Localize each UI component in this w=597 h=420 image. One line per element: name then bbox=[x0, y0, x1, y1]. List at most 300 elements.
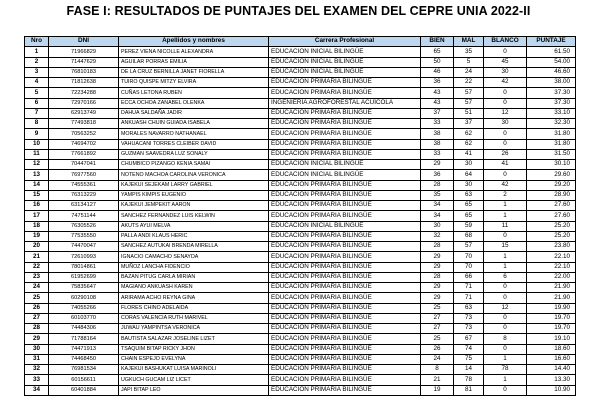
cell-dni: 76305526 bbox=[49, 221, 119, 231]
table-row bbox=[25, 242, 576, 252]
cell-mal: 30 bbox=[454, 160, 484, 170]
results-table bbox=[24, 36, 576, 396]
cell-bien: 25 bbox=[421, 303, 454, 313]
cell-puntaje: 46.60 bbox=[527, 67, 576, 77]
cell-mal: 57 bbox=[454, 88, 484, 98]
cell-career: EDUCACION INICIAL BILINGÜE bbox=[269, 160, 421, 170]
cell-dni: 76977560 bbox=[49, 170, 119, 180]
cell-career: INGENIERÍA AGROFORESTAL ACUÍCOLA bbox=[269, 98, 421, 108]
cell-dni: 60401884 bbox=[49, 385, 119, 395]
cell-puntaje: 27.60 bbox=[527, 201, 576, 211]
cell-dni: 78014861 bbox=[49, 262, 119, 272]
cell-name: KAJEKUI SEJEKAM LARRY GABRIEL bbox=[119, 180, 269, 190]
cell-name: YAMPIS KIMPIS EUGENIO bbox=[119, 190, 269, 200]
cell-mal: 59 bbox=[454, 221, 484, 231]
table-row bbox=[25, 262, 576, 272]
cell-bien: 33 bbox=[421, 119, 454, 129]
cell-bien: 29 bbox=[421, 160, 454, 170]
cell-nro: 12 bbox=[25, 160, 49, 170]
cell-nro: 9 bbox=[25, 129, 49, 139]
cell-bien: 29 bbox=[421, 283, 454, 293]
cell-dni: 74694702 bbox=[49, 139, 119, 149]
cell-nro: 20 bbox=[25, 242, 49, 252]
cell-dni: 60290108 bbox=[49, 293, 119, 303]
cell-puntaje: 29.60 bbox=[527, 170, 576, 180]
cell-bien: 21 bbox=[421, 375, 454, 385]
header-name: Apellidos y nombres bbox=[119, 37, 269, 47]
cell-dni: 74468450 bbox=[49, 354, 119, 364]
cell-bien: 43 bbox=[421, 98, 454, 108]
cell-bien: 29 bbox=[421, 262, 454, 272]
cell-career: EDUCACION PRIMARIA BILINGÜE bbox=[269, 129, 421, 139]
cell-blanco: 0 bbox=[484, 170, 527, 180]
table-row bbox=[25, 139, 576, 149]
cell-career: EDUCACION PRIMARIA BILINGÜE bbox=[269, 385, 421, 395]
cell-blanco: 0 bbox=[484, 293, 527, 303]
cell-blanco: 0 bbox=[484, 139, 527, 149]
cell-name: CHAIN ESPEJO EVELYNA bbox=[119, 354, 269, 364]
cell-bien: 43 bbox=[421, 88, 454, 98]
cell-nro: 15 bbox=[25, 190, 49, 200]
table-row bbox=[25, 385, 576, 395]
cell-puntaje: 19.70 bbox=[527, 324, 576, 334]
cell-mal: 73 bbox=[454, 324, 484, 334]
cell-nro: 4 bbox=[25, 78, 49, 88]
cell-puntaje: 16.60 bbox=[527, 354, 576, 364]
cell-bien: 38 bbox=[421, 129, 454, 139]
cell-blanco: 0 bbox=[484, 129, 527, 139]
cell-name: PEREZ VIENA NICOLLE ALEXANDRA bbox=[119, 47, 269, 57]
table-row bbox=[25, 303, 576, 313]
cell-career: EDUCACION PRIMARIA BILINGÜE bbox=[269, 334, 421, 344]
cell-nro: 29 bbox=[25, 334, 49, 344]
cell-nro: 1 bbox=[25, 47, 49, 57]
header-blanco: BLANCO bbox=[484, 37, 527, 47]
cell-career: EDUCACION PRIMARIA BILINGÜE bbox=[269, 262, 421, 272]
cell-bien: 8 bbox=[421, 365, 454, 375]
cell-dni: 77661892 bbox=[49, 149, 119, 159]
cell-bien: 34 bbox=[421, 211, 454, 221]
cell-career: EDUCACION PRIMARIA BILINGÜE bbox=[269, 180, 421, 190]
cell-nro: 32 bbox=[25, 365, 49, 375]
cell-dni: 74751144 bbox=[49, 211, 119, 221]
cell-blanco: 6 bbox=[484, 272, 527, 282]
table-row bbox=[25, 201, 576, 211]
cell-blanco: 1 bbox=[484, 375, 527, 385]
cell-nro: 30 bbox=[25, 344, 49, 354]
cell-puntaje: 22.10 bbox=[527, 262, 576, 272]
cell-mal: 22 bbox=[454, 78, 484, 88]
table-row bbox=[25, 221, 576, 231]
cell-bien: 32 bbox=[421, 231, 454, 241]
cell-name: FLORES CHINO ADELAIDA bbox=[119, 303, 269, 313]
cell-puntaje: 37.30 bbox=[527, 88, 576, 98]
cell-name: TSAQUIM BITAP RICKY JHON bbox=[119, 344, 269, 354]
cell-name: AKUTS AYUI MELVA bbox=[119, 221, 269, 231]
cell-puntaje: 30.10 bbox=[527, 160, 576, 170]
cell-puntaje: 18.60 bbox=[527, 344, 576, 354]
table-row bbox=[25, 190, 576, 200]
cell-puntaje: 54.00 bbox=[527, 57, 576, 67]
cell-career: EDUCACION PRIMARIA BILINGÜE bbox=[269, 78, 421, 88]
cell-blanco: 42 bbox=[484, 180, 527, 190]
cell-career: EDUCACION PRIMARIA BILINGÜE bbox=[269, 242, 421, 252]
cell-career: EDUCACION PRIMARIA BILINGÜE bbox=[269, 88, 421, 98]
cell-blanco: 12 bbox=[484, 108, 527, 118]
cell-blanco: 11 bbox=[484, 221, 527, 231]
cell-blanco: 1 bbox=[484, 252, 527, 262]
cell-name: CORAS VALENCIA RUTH MARIVEL bbox=[119, 313, 269, 323]
cell-name: NOTENO MACHOA CAROLINA VERONICA bbox=[119, 170, 269, 180]
cell-blanco: 45 bbox=[484, 57, 527, 67]
cell-puntaje: 38.00 bbox=[527, 78, 576, 88]
cell-nro: 27 bbox=[25, 313, 49, 323]
cell-career: EDUCACION INICIAL BILINGÜE bbox=[269, 67, 421, 77]
cell-career: EDUCACION PRIMARIA BILINGÜE bbox=[269, 324, 421, 334]
cell-bien: 34 bbox=[421, 201, 454, 211]
table-row bbox=[25, 272, 576, 282]
cell-career: EDUCACION INICIAL BILINGÜE bbox=[269, 47, 421, 57]
cell-blanco: 78 bbox=[484, 365, 527, 375]
cell-blanco: 1 bbox=[484, 201, 527, 211]
cell-bien: 26 bbox=[421, 344, 454, 354]
table-row bbox=[25, 211, 576, 221]
cell-puntaje: 14.40 bbox=[527, 365, 576, 375]
cell-blanco: 0 bbox=[484, 98, 527, 108]
cell-blanco: 26 bbox=[484, 149, 527, 159]
cell-bien: 24 bbox=[421, 354, 454, 364]
page-title: FASE I: RESULTADOS DE PUNTAJES DEL EXAMEN DEL CEPRE UNIA 2022-II bbox=[66, 4, 531, 18]
table-row bbox=[25, 354, 576, 364]
cell-bien: 27 bbox=[421, 313, 454, 323]
cell-career: EDUCACION PRIMARIA BILINGÜE bbox=[269, 375, 421, 385]
cell-bien: 35 bbox=[421, 190, 454, 200]
cell-bien: 36 bbox=[421, 170, 454, 180]
cell-blanco: 0 bbox=[484, 231, 527, 241]
cell-name: SANCHEZ FERNANDEZ LUIS KELWIN bbox=[119, 211, 269, 221]
cell-puntaje: 33.10 bbox=[527, 108, 576, 118]
cell-dni: 74484306 bbox=[49, 324, 119, 334]
table-row bbox=[25, 170, 576, 180]
cell-dni: 74055266 bbox=[49, 303, 119, 313]
cell-mal: 24 bbox=[454, 67, 484, 77]
cell-career: EDUCACION PRIMARIA BILINGÜE bbox=[269, 119, 421, 129]
cell-career: EDUCACION PRIMARIA BILINGÜE bbox=[269, 211, 421, 221]
cell-name: KAJEKUI BASHUKAT LUISA MARINOLI bbox=[119, 365, 269, 375]
cell-career: EDUCACION PRIMARIA BILINGÜE bbox=[269, 108, 421, 118]
cell-dni: 71788164 bbox=[49, 334, 119, 344]
cell-blanco: 41 bbox=[484, 160, 527, 170]
cell-dni: 77535550 bbox=[49, 231, 119, 241]
cell-name: MUÑOZ LANCHA FIDENCIO bbox=[119, 262, 269, 272]
cell-nro: 7 bbox=[25, 108, 49, 118]
cell-blanco: 12 bbox=[484, 303, 527, 313]
cell-blanco: 8 bbox=[484, 334, 527, 344]
cell-career: EDUCACION INICIAL BILINGÜE bbox=[269, 170, 421, 180]
cell-career: EDUCACION PRIMARIA BILINGÜE bbox=[269, 365, 421, 375]
cell-puntaje: 37.30 bbox=[527, 98, 576, 108]
cell-mal: 63 bbox=[454, 303, 484, 313]
cell-puntaje: 21.90 bbox=[527, 293, 576, 303]
cell-name: DAHUA SALDAÑA JADIR bbox=[119, 108, 269, 118]
cell-bien: 29 bbox=[421, 252, 454, 262]
cell-mal: 70 bbox=[454, 262, 484, 272]
table-row bbox=[25, 283, 576, 293]
table-row bbox=[25, 252, 576, 262]
cell-dni: 74470047 bbox=[49, 242, 119, 252]
cell-name: MORALES NAVARRO NATHANAEL bbox=[119, 129, 269, 139]
cell-nro: 31 bbox=[25, 354, 49, 364]
table-row bbox=[25, 313, 576, 323]
cell-dni: 60103770 bbox=[49, 313, 119, 323]
cell-nro: 22 bbox=[25, 262, 49, 272]
cell-blanco: 15 bbox=[484, 242, 527, 252]
cell-blanco: 42 bbox=[484, 78, 527, 88]
cell-dni: 60156611 bbox=[49, 375, 119, 385]
cell-dni: 71966829 bbox=[49, 47, 119, 57]
cell-puntaje: 27.60 bbox=[527, 211, 576, 221]
cell-nro: 14 bbox=[25, 180, 49, 190]
cell-mal: 37 bbox=[454, 119, 484, 129]
cell-blanco: 0 bbox=[484, 313, 527, 323]
header-nro: Nro bbox=[25, 37, 49, 47]
cell-dni: 70447041 bbox=[49, 160, 119, 170]
cell-career: EDUCACION INICIAL BILINGÜE bbox=[269, 57, 421, 67]
cell-dni: 74555361 bbox=[49, 180, 119, 190]
cell-mal: 62 bbox=[454, 139, 484, 149]
cell-career: EDUCACION PRIMARIA BILINGÜE bbox=[269, 354, 421, 364]
table-row bbox=[25, 149, 576, 159]
cell-career: EDUCACION PRIMARIA BILINGÜE bbox=[269, 190, 421, 200]
cell-puntaje: 13.30 bbox=[527, 375, 576, 385]
cell-puntaje: 10.90 bbox=[527, 385, 576, 395]
cell-puntaje: 31.80 bbox=[527, 129, 576, 139]
cell-puntaje: 19.90 bbox=[527, 303, 576, 313]
cell-bien: 29 bbox=[421, 293, 454, 303]
cell-bien: 65 bbox=[421, 47, 454, 57]
cell-dni: 75835647 bbox=[49, 283, 119, 293]
cell-blanco: 0 bbox=[484, 283, 527, 293]
cell-blanco: 0 bbox=[484, 385, 527, 395]
cell-nro: 11 bbox=[25, 149, 49, 159]
cell-dni: 71447629 bbox=[49, 57, 119, 67]
header-dni: DNI bbox=[49, 37, 119, 47]
cell-nro: 17 bbox=[25, 211, 49, 221]
cell-bien: 30 bbox=[421, 221, 454, 231]
cell-name: TUIRO QUISPE MITZY ELVIRA bbox=[119, 78, 269, 88]
cell-puntaje: 19.10 bbox=[527, 334, 576, 344]
header-career: Carrera Profesional bbox=[269, 37, 421, 47]
cell-puntaje: 22.00 bbox=[527, 272, 576, 282]
cell-career: EDUCACION PRIMARIA BILINGÜE bbox=[269, 231, 421, 241]
table-row bbox=[25, 47, 576, 57]
cell-puntaje: 19.70 bbox=[527, 313, 576, 323]
table-row bbox=[25, 160, 576, 170]
cell-bien: 36 bbox=[421, 78, 454, 88]
cell-dni: 62913749 bbox=[49, 108, 119, 118]
cell-bien: 37 bbox=[421, 108, 454, 118]
cell-mal: 71 bbox=[454, 293, 484, 303]
cell-name: ARIRAMA ACHO REYNA GINA bbox=[119, 293, 269, 303]
cell-mal: 75 bbox=[454, 354, 484, 364]
cell-mal: 73 bbox=[454, 313, 484, 323]
table-row bbox=[25, 231, 576, 241]
cell-mal: 70 bbox=[454, 252, 484, 262]
header-bien: BIEN bbox=[421, 37, 454, 47]
table-row bbox=[25, 375, 576, 385]
cell-blanco: 1 bbox=[484, 211, 527, 221]
table-row bbox=[25, 57, 576, 67]
cell-puntaje: 32.30 bbox=[527, 119, 576, 129]
cell-puntaje: 21.90 bbox=[527, 283, 576, 293]
cell-dni: 70563252 bbox=[49, 129, 119, 139]
cell-bien: 50 bbox=[421, 57, 454, 67]
cell-dni: 61952699 bbox=[49, 272, 119, 282]
table-row bbox=[25, 119, 576, 129]
table-row bbox=[25, 98, 576, 108]
cell-career: EDUCACION PRIMARIA BILINGÜE bbox=[269, 201, 421, 211]
cell-mal: 41 bbox=[454, 149, 484, 159]
table-row bbox=[25, 293, 576, 303]
cell-dni: 76810183 bbox=[49, 67, 119, 77]
cell-career: EDUCACION PRIMARIA BILINGÜE bbox=[269, 313, 421, 323]
cell-bien: 28 bbox=[421, 242, 454, 252]
cell-nro: 23 bbox=[25, 272, 49, 282]
cell-mal: 71 bbox=[454, 283, 484, 293]
table-row bbox=[25, 129, 576, 139]
cell-blanco: 0 bbox=[484, 47, 527, 57]
table-row bbox=[25, 78, 576, 88]
cell-career: EDUCACION PRIMARIA BILINGÜE bbox=[269, 303, 421, 313]
cell-mal: 78 bbox=[454, 375, 484, 385]
cell-bien: 33 bbox=[421, 149, 454, 159]
cell-name: GUZMAN SAAVEDRA LUZ SONALY bbox=[119, 149, 269, 159]
cell-nro: 28 bbox=[25, 324, 49, 334]
cell-mal: 68 bbox=[454, 231, 484, 241]
cell-dni: 76313229 bbox=[49, 190, 119, 200]
cell-mal: 30 bbox=[454, 180, 484, 190]
cell-career: EDUCACION PRIMARIA BILINGÜE bbox=[269, 149, 421, 159]
cell-mal: 5 bbox=[454, 57, 484, 67]
cell-career: EDUCACION PRIMARIA BILINGÜE bbox=[269, 252, 421, 262]
cell-name: DE LA CRUZ BERNILLA JANET FIORELLA bbox=[119, 67, 269, 77]
cell-puntaje: 25.20 bbox=[527, 231, 576, 241]
cell-mal: 35 bbox=[454, 47, 484, 57]
cell-blanco: 2 bbox=[484, 190, 527, 200]
table-row bbox=[25, 365, 576, 375]
cell-name: KAJEKUI JEMPEKIT AARON bbox=[119, 201, 269, 211]
cell-mal: 51 bbox=[454, 108, 484, 118]
cell-dni: 71812638 bbox=[49, 78, 119, 88]
cell-nro: 34 bbox=[25, 385, 49, 395]
cell-career: EDUCACION PRIMARIA BILINGÜE bbox=[269, 344, 421, 354]
cell-mal: 65 bbox=[454, 201, 484, 211]
cell-name: MAGIANO ANKUASH KAREN bbox=[119, 283, 269, 293]
cell-nro: 33 bbox=[25, 375, 49, 385]
cell-dni: 72610993 bbox=[49, 252, 119, 262]
cell-bien: 46 bbox=[421, 67, 454, 77]
cell-puntaje: 23.80 bbox=[527, 242, 576, 252]
cell-mal: 63 bbox=[454, 190, 484, 200]
table-row bbox=[25, 324, 576, 334]
cell-mal: 67 bbox=[454, 334, 484, 344]
table-row bbox=[25, 334, 576, 344]
cell-career: EDUCACION PRIMARIA BILINGÜE bbox=[269, 139, 421, 149]
cell-mal: 64 bbox=[454, 170, 484, 180]
cell-blanco: 0 bbox=[484, 88, 527, 98]
cell-nro: 6 bbox=[25, 98, 49, 108]
cell-bien: 28 bbox=[421, 180, 454, 190]
cell-nro: 10 bbox=[25, 139, 49, 149]
cell-mal: 57 bbox=[454, 98, 484, 108]
cell-bien: 28 bbox=[421, 272, 454, 282]
cell-nro: 18 bbox=[25, 221, 49, 231]
cell-blanco: 0 bbox=[484, 344, 527, 354]
cell-blanco: 30 bbox=[484, 67, 527, 77]
cell-blanco: 0 bbox=[484, 324, 527, 334]
cell-dni: 72970166 bbox=[49, 98, 119, 108]
cell-nro: 21 bbox=[25, 252, 49, 262]
cell-mal: 74 bbox=[454, 344, 484, 354]
cell-name: ECCA OCHOA ZANABEL OLENKA bbox=[119, 98, 269, 108]
cell-name: AGUILAR PORRAS EMILIA bbox=[119, 57, 269, 67]
cell-dni: 77493818 bbox=[49, 119, 119, 129]
cell-dni: 72234288 bbox=[49, 88, 119, 98]
cell-name: BAUTISTA SALAZAR JOSELINE LIZET bbox=[119, 334, 269, 344]
header-puntaje: PUNTAJE bbox=[527, 37, 576, 47]
cell-name: IGNACIO CAMACHO SENAYDA bbox=[119, 252, 269, 262]
cell-mal: 66 bbox=[454, 272, 484, 282]
cell-bien: 27 bbox=[421, 324, 454, 334]
cell-mal: 62 bbox=[454, 129, 484, 139]
cell-mal: 65 bbox=[454, 211, 484, 221]
cell-nro: 3 bbox=[25, 67, 49, 77]
cell-nro: 2 bbox=[25, 57, 49, 67]
cell-name: JAPI BITAP LEO bbox=[119, 385, 269, 395]
cell-name: PALLA ANDI KLAUS HERIC bbox=[119, 231, 269, 241]
cell-nro: 24 bbox=[25, 283, 49, 293]
table-row bbox=[25, 88, 576, 98]
cell-nro: 16 bbox=[25, 201, 49, 211]
table-body bbox=[25, 47, 576, 396]
cell-mal: 57 bbox=[454, 242, 484, 252]
cell-name: CHUMBICO PIZANGO KENIA SAMAI bbox=[119, 160, 269, 170]
cell-career: EDUCACION INICIAL BILINGÜE bbox=[269, 221, 421, 231]
cell-name: JUWAU YAMPINTSA VERONICA bbox=[119, 324, 269, 334]
cell-name: CUÑAS LETONA RUBEN bbox=[119, 88, 269, 98]
cell-blanco: 30 bbox=[484, 119, 527, 129]
table-row bbox=[25, 108, 576, 118]
cell-bien: 19 bbox=[421, 385, 454, 395]
cell-name: BAZAN PITUG CARLA MIRIAN bbox=[119, 272, 269, 282]
cell-puntaje: 28.90 bbox=[527, 190, 576, 200]
cell-puntaje: 31.80 bbox=[527, 139, 576, 149]
cell-nro: 26 bbox=[25, 303, 49, 313]
cell-name: UGKUCH GUCAM LIZ LICET bbox=[119, 375, 269, 385]
cell-dni: 76981534 bbox=[49, 365, 119, 375]
table-row bbox=[25, 180, 576, 190]
cell-blanco: 1 bbox=[484, 354, 527, 364]
cell-nro: 19 bbox=[25, 231, 49, 241]
cell-puntaje: 31.50 bbox=[527, 149, 576, 159]
cell-puntaje: 25.20 bbox=[527, 221, 576, 231]
cell-nro: 13 bbox=[25, 170, 49, 180]
cell-puntaje: 22.10 bbox=[527, 252, 576, 262]
cell-career: EDUCACION PRIMARIA BILINGÜE bbox=[269, 272, 421, 282]
cell-dni: 63134127 bbox=[49, 201, 119, 211]
cell-bien: 38 bbox=[421, 139, 454, 149]
cell-career: EDUCACION PRIMARIA BILINGÜE bbox=[269, 283, 421, 293]
